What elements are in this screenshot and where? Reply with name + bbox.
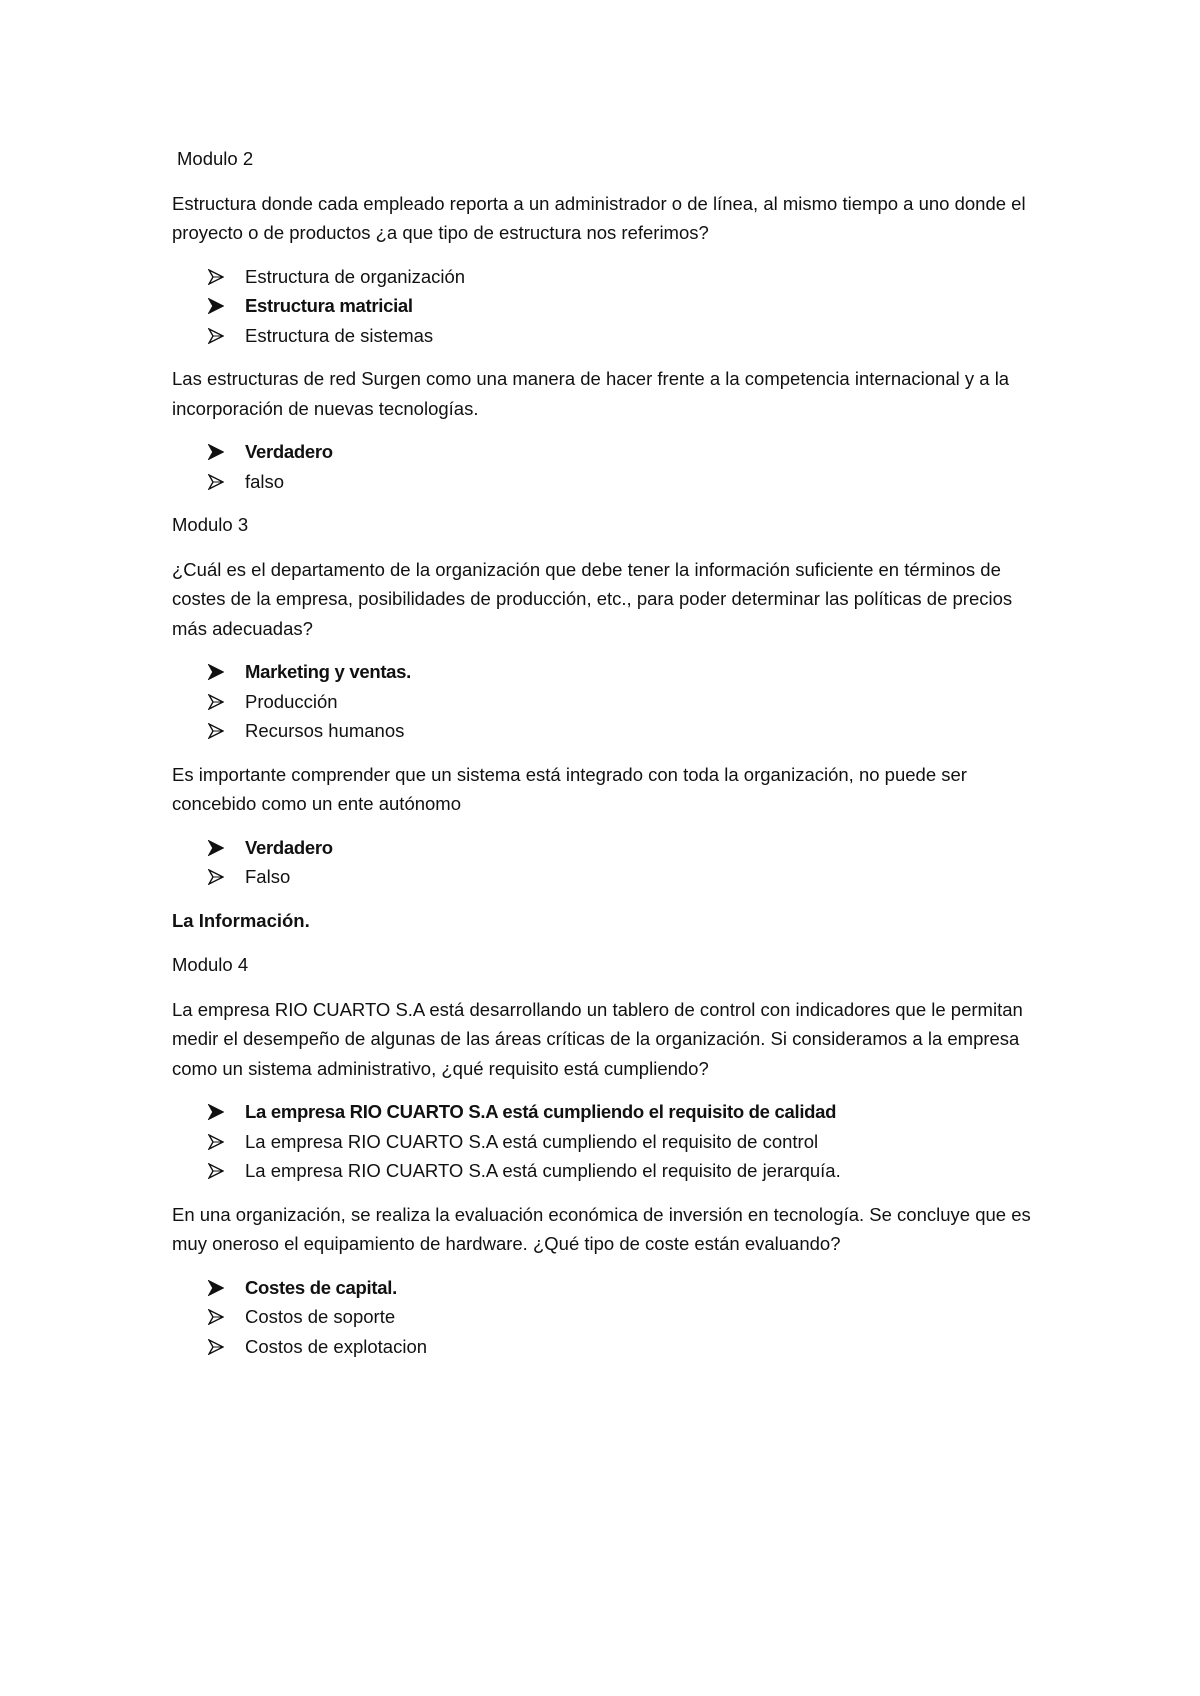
answer-option bbox=[172, 321, 1052, 351]
option-label: La empresa RIO CUARTO S.A está cumpliendo el requisito de control bbox=[245, 1130, 819, 1152]
option-label: Costos de explotacion bbox=[245, 1335, 428, 1357]
section-heading: La Información. bbox=[172, 909, 310, 931]
option-label: Verdadero bbox=[245, 836, 333, 858]
answer-option-correct bbox=[172, 657, 1052, 687]
option-label: Producción bbox=[245, 690, 338, 712]
option-list bbox=[172, 833, 1052, 892]
arrowhead-bullet-icon bbox=[208, 328, 224, 344]
option-label: Estructura de sistemas bbox=[245, 324, 434, 346]
answer-option-correct bbox=[172, 291, 1052, 321]
arrowhead-bullet-icon bbox=[208, 1163, 224, 1179]
option-label: La empresa RIO CUARTO S.A está cumpliendo el requisito de jerarquía. bbox=[245, 1160, 841, 1181]
answer-option-correct bbox=[172, 1097, 1052, 1127]
arrowhead-bullet-icon bbox=[208, 474, 224, 490]
section-heading: Modulo 2 bbox=[177, 148, 254, 169]
option-label: Costes de capital. bbox=[245, 1276, 397, 1298]
answer-option bbox=[172, 1156, 1052, 1186]
arrowhead-bullet-icon bbox=[208, 269, 224, 285]
answer-option bbox=[172, 716, 1052, 746]
answer-option bbox=[172, 1302, 1052, 1332]
answer-option-correct bbox=[172, 1273, 1052, 1303]
arrowhead-bullet-icon bbox=[208, 723, 224, 739]
section-heading: Modulo 3 bbox=[172, 514, 249, 535]
arrowhead-bullet-icon bbox=[208, 694, 224, 710]
document-page bbox=[172, 144, 1052, 1375]
option-list bbox=[172, 1097, 1052, 1186]
option-label: falso bbox=[245, 470, 285, 492]
arrowhead-bullet-icon bbox=[208, 840, 224, 856]
option-label: Recursos humanos bbox=[245, 720, 405, 741]
option-label: Costos de soporte bbox=[245, 1306, 396, 1327]
arrowhead-bullet-icon bbox=[208, 1134, 224, 1150]
option-label: Estructura matricial bbox=[245, 295, 413, 316]
answer-option bbox=[172, 467, 1052, 497]
answer-option-correct bbox=[172, 833, 1052, 863]
option-label: Falso bbox=[245, 866, 291, 887]
arrowhead-bullet-icon bbox=[208, 1309, 224, 1325]
option-list bbox=[172, 437, 1052, 496]
question-text: Es importante comprender que un sistema está integrado con toda la organización, no puede ser concebido como un ente autónomo bbox=[172, 763, 967, 814]
arrowhead-bullet-icon bbox=[208, 1280, 224, 1296]
option-label: Marketing y ventas. bbox=[245, 661, 412, 682]
arrowhead-bullet-icon bbox=[208, 869, 224, 885]
question-text: ¿Cuál es el departamento de la organización que debe tener la información suficiente en términos de costes de la empresa, posibilidades de producción, etc., para poder determinar las políticas de precios más adecuadas? bbox=[172, 558, 1013, 639]
question-text: La empresa RIO CUARTO S.A está desarrollando un tablero de control con indicadores que le permitan medir el desempeño de algunas de las áreas críticas de la organización. Si consideramos a la empresa como un sistema administrativo, ¿qué requisito está cumpliendo? bbox=[172, 998, 1023, 1079]
option-list bbox=[172, 262, 1052, 351]
answer-option bbox=[172, 862, 1052, 892]
question-text: Las estructuras de red Surgen como una manera de hacer frente a la competencia internacional y a la incorporación de nuevas tecnologías. bbox=[172, 368, 1010, 419]
arrowhead-bullet-icon bbox=[208, 664, 224, 680]
answer-option-correct bbox=[172, 437, 1052, 467]
arrowhead-bullet-icon bbox=[208, 298, 224, 314]
option-list bbox=[172, 1273, 1052, 1362]
option-label: Estructura de organización bbox=[245, 265, 466, 287]
question-text: En una organización, se realiza la evaluación económica de inversión en tecnología. Se concluye que es muy oneroso el equipamiento de hardware. ¿Qué tipo de coste están evaluando? bbox=[172, 1203, 1031, 1254]
arrowhead-bullet-icon bbox=[208, 1104, 224, 1120]
answer-option bbox=[172, 1332, 1052, 1362]
option-label: Verdadero bbox=[245, 441, 333, 462]
option-list bbox=[172, 657, 1052, 746]
answer-option bbox=[172, 1127, 1052, 1157]
option-label: La empresa RIO CUARTO S.A está cumpliendo el requisito de calidad bbox=[245, 1101, 837, 1122]
arrowhead-bullet-icon bbox=[208, 1339, 224, 1355]
question-text: Estructura donde cada empleado reporta a un administrador o de línea, al mismo tiempo a uno donde el proyecto o de productos ¿a que tipo de estructura nos referimos? bbox=[172, 192, 1026, 243]
arrowhead-bullet-icon bbox=[208, 444, 224, 460]
answer-option bbox=[172, 262, 1052, 292]
answer-option bbox=[172, 687, 1052, 717]
section-heading: Modulo 4 bbox=[172, 954, 249, 975]
